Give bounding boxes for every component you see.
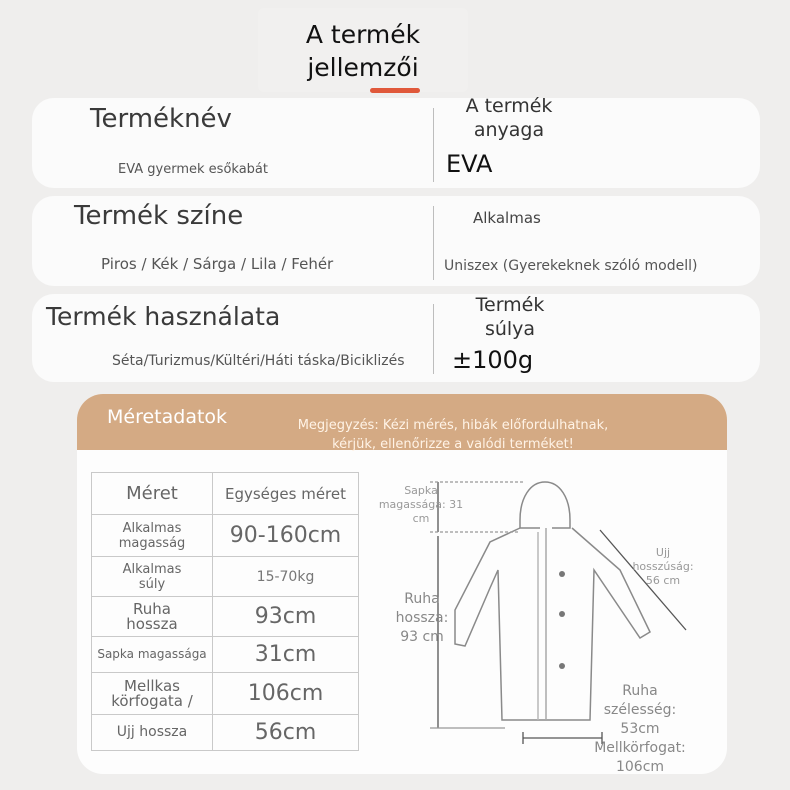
table-cell-label: Ujj hossza: [92, 715, 213, 751]
size-title: Méretadatok: [107, 406, 228, 428]
hood-height-annotation: Sapka magassága: 31 cm: [378, 484, 464, 525]
table-header-universal: Egységes méret: [213, 473, 359, 515]
table-header-size: Méret: [92, 473, 213, 515]
weight-value: ±100g: [452, 346, 534, 374]
product-usage-label: Termék használata: [46, 302, 281, 331]
card-divider: [433, 206, 434, 280]
table-cell-value: 31cm: [213, 637, 359, 673]
weight-label: Termék súlya: [475, 294, 545, 340]
card-divider: [433, 108, 434, 182]
product-name-label: Terméknév: [90, 104, 232, 134]
table-cell-value: 106cm: [213, 673, 359, 715]
table-cell-value: 90-160cm: [213, 515, 359, 557]
table-cell-label: Alkalmas súly: [92, 557, 213, 597]
card-divider: [433, 304, 434, 374]
table-row: [92, 473, 359, 515]
table-cell-label: Alkalmas magasság: [92, 515, 213, 557]
table-row: [92, 597, 359, 637]
product-usage-value: Séta/Turizmus/Kültéri/Háti táska/Biciklizés: [112, 353, 405, 369]
product-name-value: EVA gyermek esőkabát: [118, 162, 268, 177]
sleeve-length-annotation: Ujj hosszúság: 56 cm: [632, 546, 694, 587]
title-underline: [370, 88, 420, 93]
material-value: EVA: [446, 150, 493, 178]
table-cell-label: Mellkas körfogata /: [92, 673, 213, 715]
table-row: [92, 557, 359, 597]
table-row: [92, 637, 359, 673]
table-cell-value: 15-70kg: [213, 557, 359, 597]
table-row: [92, 673, 359, 715]
suitable-value: Uniszex (Gyerekeknek szóló modell): [444, 258, 698, 274]
product-color-value: Piros / Kék / Sárga / Lila / Fehér: [101, 255, 334, 273]
coat-width-annotation: Ruha szélesség: 53cm Mellkörfogat: 106cm: [594, 683, 686, 775]
table-cell-value: 93cm: [213, 597, 359, 637]
suitable-label: Alkalmas: [473, 209, 541, 227]
table-cell-value: 56cm: [213, 715, 359, 751]
raincoat-buttons: [559, 571, 565, 669]
material-label: A termék anyaga: [465, 95, 553, 141]
size-note: Megjegyzés: Kézi mérés, hibák előfordulhatnak, kérjük, ellenőrizze a valódi terméket!: [297, 418, 609, 452]
page-title: A termék jellemzői: [305, 20, 421, 82]
size-table: [91, 472, 359, 751]
coat-length-annotation: Ruha hossza: 93 cm: [395, 591, 449, 645]
table-row: [92, 715, 359, 751]
table-cell-label: Ruha hossza: [92, 597, 213, 637]
product-color-label: Termék színe: [74, 201, 244, 231]
table-row: [92, 515, 359, 557]
table-cell-label: Sapka magassága: [92, 637, 213, 673]
